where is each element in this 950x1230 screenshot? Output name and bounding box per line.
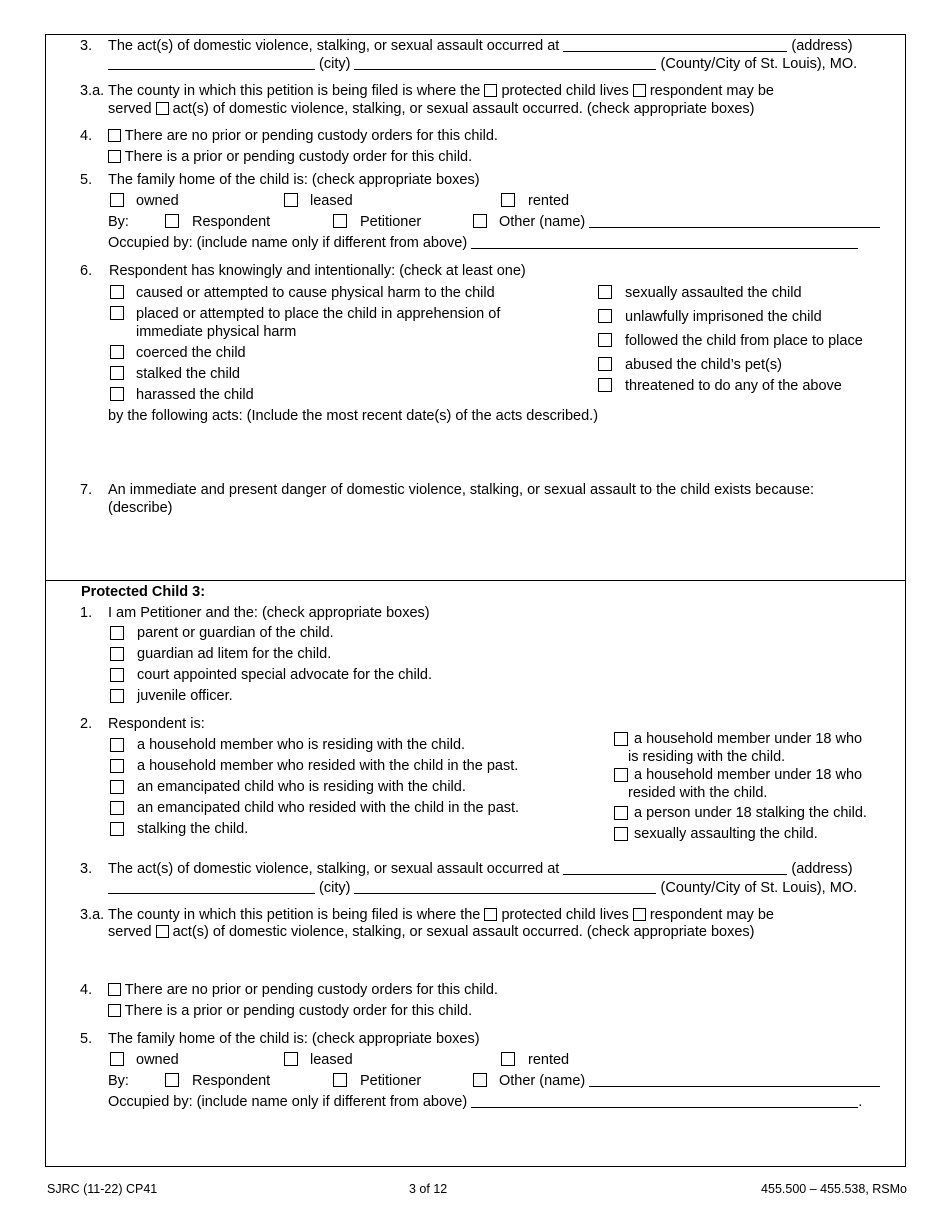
checkbox-household-resided[interactable] xyxy=(110,759,124,773)
checkbox-juvenile-officer[interactable] xyxy=(110,689,124,703)
label-leased: leased xyxy=(310,193,353,209)
checkbox-no-custody-orders[interactable] xyxy=(108,129,121,142)
item-3a-line1: The county in which this petition is being filed is where the protected child lives respondent may be xyxy=(108,907,774,923)
option-label: guardian ad litem for the child. xyxy=(137,646,332,662)
option-label: a person under 18 stalking the child. xyxy=(634,805,867,821)
checkbox-rented[interactable] xyxy=(501,193,515,207)
checkbox-leased[interactable] xyxy=(284,1052,298,1066)
checkbox-other[interactable] xyxy=(473,1073,487,1087)
checkbox-guardian-ad-litem[interactable] xyxy=(110,647,124,661)
option-label: resided with the child. xyxy=(628,785,768,801)
checkbox-no-custody-orders[interactable] xyxy=(108,983,121,996)
option-label: threatened to do any of the above xyxy=(625,378,842,394)
checkbox-protected-child-lives[interactable] xyxy=(484,908,497,921)
item-number: 6. xyxy=(80,263,93,279)
item-2-text: Respondent is: xyxy=(108,716,205,732)
item-3-line2: (city) (County/City of St. Louis), MO. xyxy=(108,56,857,73)
item-number: 4. xyxy=(80,982,93,998)
occupied-by: Occupied by: (include name only if different from above) xyxy=(108,235,858,252)
occupied-by-field[interactable] xyxy=(471,235,858,249)
page-number: 3 of 12 xyxy=(409,1182,448,1196)
option-label: juvenile officer. xyxy=(137,688,233,704)
checkbox-harassed[interactable] xyxy=(110,387,124,401)
item-3a-line2: served act(s) of domestic violence, stalking, or sexual assault occurred. (check appropriate boxes) xyxy=(108,101,755,117)
item-5-text: The family home of the child is: (check appropriate boxes) xyxy=(108,172,480,188)
label-petitioner: Petitioner xyxy=(360,214,422,230)
option-label: followed the child from place to place xyxy=(625,333,863,349)
item-number: 3.a. xyxy=(80,907,105,923)
checkbox-custody-order-exists[interactable] xyxy=(108,150,121,163)
checkbox-respondent[interactable] xyxy=(165,214,179,228)
checkbox-under18-resided[interactable] xyxy=(614,768,628,782)
item-number: 2. xyxy=(80,716,93,732)
option-label: immediate physical harm xyxy=(136,324,297,340)
occupied-by-field[interactable] xyxy=(471,1094,858,1108)
city-field[interactable] xyxy=(108,880,315,894)
checkbox-stalked[interactable] xyxy=(110,366,124,380)
checkbox-respondent-may-be-served[interactable] xyxy=(633,84,646,97)
checkbox-petitioner[interactable] xyxy=(333,214,347,228)
checkbox-threatened[interactable] xyxy=(598,378,612,392)
option-label: abused the child’s pet(s) xyxy=(625,357,782,373)
option-label: an emancipated child who is residing with the child. xyxy=(137,779,466,795)
option-label: a household member under 18 who xyxy=(634,767,863,783)
checkbox-under18-stalking[interactable] xyxy=(614,806,628,820)
option-label: is residing with the child. xyxy=(628,749,786,765)
item-6-text: Respondent has knowingly and intentionally: (check at least one) xyxy=(109,263,526,279)
checkbox-emancipated-resided[interactable] xyxy=(110,801,124,815)
option-label: court appointed special advocate for the child. xyxy=(137,667,433,683)
checkbox-owned[interactable] xyxy=(110,1052,124,1066)
label-owned: owned xyxy=(136,193,179,209)
other-name: Other (name) xyxy=(499,1073,880,1090)
other-name-field[interactable] xyxy=(589,1073,880,1087)
option-label: harassed the child xyxy=(136,387,254,403)
occupied-by: Occupied by: (include name only if different from above) . xyxy=(108,1094,863,1110)
checkbox-parent-guardian[interactable] xyxy=(110,626,124,640)
item-3-text: The act(s) of domestic violence, stalking, or sexual assault occurred at (address) xyxy=(108,38,853,54)
checkbox-other[interactable] xyxy=(473,214,487,228)
custody-option: There are no prior or pending custody orders for this child. xyxy=(108,128,498,145)
checkbox-leased[interactable] xyxy=(284,193,298,207)
checkbox-rented[interactable] xyxy=(501,1052,515,1066)
label-owned: owned xyxy=(136,1052,179,1068)
checkbox-acts-occurred[interactable] xyxy=(156,102,169,115)
form-id: SJRC (11-22) CP41 xyxy=(47,1182,158,1196)
checkbox-sexually-assaulted[interactable] xyxy=(598,285,612,299)
acts-instruction: by the following acts: (Include the most recent date(s) of the acts described.) xyxy=(108,408,599,424)
item-3a-line2: served act(s) of domestic violence, stalking, or sexual assault occurred. (check appropriate boxes) xyxy=(108,924,755,940)
item-5-text: The family home of the child is: (check appropriate boxes) xyxy=(108,1031,480,1047)
checkbox-physical-harm[interactable] xyxy=(110,285,124,299)
checkbox-abused-pets[interactable] xyxy=(598,357,612,371)
checkbox-sexually-assaulting[interactable] xyxy=(614,827,628,841)
address-field[interactable] xyxy=(563,861,787,875)
other-name: Other (name) xyxy=(499,214,880,231)
option-label: a household member under 18 who xyxy=(634,731,863,747)
statute-reference: 455.500 – 455.538, RSMo xyxy=(761,1182,907,1196)
label-rented: rented xyxy=(528,1052,570,1068)
checkbox-respondent-may-be-served[interactable] xyxy=(633,908,646,921)
option-label: a household member who resided with the child in the past. xyxy=(137,758,519,774)
item-number: 3. xyxy=(80,38,93,54)
checkbox-emancipated-residing[interactable] xyxy=(110,780,124,794)
checkbox-coerced[interactable] xyxy=(110,345,124,359)
option-label: sexually assaulted the child xyxy=(625,285,802,301)
address-field[interactable] xyxy=(563,38,787,52)
county-field[interactable] xyxy=(354,56,656,70)
option-label: unlawfully imprisoned the child xyxy=(625,309,822,325)
checkbox-household-residing[interactable] xyxy=(110,738,124,752)
item-number: 3.a. xyxy=(80,83,105,99)
other-name-field[interactable] xyxy=(589,214,880,228)
item-number: 4. xyxy=(80,128,93,144)
checkbox-under18-residing[interactable] xyxy=(614,732,628,746)
checkbox-followed[interactable] xyxy=(598,333,612,347)
label-respondent: Respondent xyxy=(192,214,271,230)
item-7-text: An immediate and present danger of domestic violence, stalking, or sexual assault to the child exists because: xyxy=(108,482,815,498)
section-heading: Protected Child 3: xyxy=(81,584,206,600)
item-3-line2: (city) (County/City of St. Louis), MO. xyxy=(108,880,857,897)
label-petitioner: Petitioner xyxy=(360,1073,422,1089)
option-label: placed or attempted to place the child in apprehension of xyxy=(136,306,501,322)
item-7-describe: (describe) xyxy=(108,500,173,516)
checkbox-respondent[interactable] xyxy=(165,1073,179,1087)
checkbox-protected-child-lives[interactable] xyxy=(484,84,497,97)
option-label: stalked the child xyxy=(136,366,240,382)
checkbox-custody-order-exists[interactable] xyxy=(108,1004,121,1017)
label-by: By: xyxy=(108,214,129,230)
checkbox-unlawfully-imprisoned[interactable] xyxy=(598,309,612,323)
label-rented: rented xyxy=(528,193,570,209)
label-leased: leased xyxy=(310,1052,353,1068)
checkbox-acts-occurred[interactable] xyxy=(156,925,169,938)
county-field[interactable] xyxy=(354,880,656,894)
item-number: 7. xyxy=(80,482,93,498)
custody-option: There are no prior or pending custody orders for this child. xyxy=(108,982,498,999)
label-respondent: Respondent xyxy=(192,1073,271,1089)
option-label: an emancipated child who resided with the child in the past. xyxy=(137,800,520,816)
option-label: parent or guardian of the child. xyxy=(137,625,334,641)
custody-option: There is a prior or pending custody order for this child. xyxy=(108,149,472,166)
option-label: a household member who is residing with the child. xyxy=(137,737,466,753)
item-3a-line1: The county in which this petition is being filed is where the protected child lives respondent may be xyxy=(108,83,774,99)
checkbox-apprehension[interactable] xyxy=(110,306,124,320)
item-3-text: The act(s) of domestic violence, stalking, or sexual assault occurred at (address) xyxy=(108,861,853,877)
city-field[interactable] xyxy=(108,56,315,70)
option-label: stalking the child. xyxy=(137,821,249,837)
checkbox-stalking[interactable] xyxy=(110,822,124,836)
item-1-text: I am Petitioner and the: (check appropriate boxes) xyxy=(108,605,430,621)
checkbox-special-advocate[interactable] xyxy=(110,668,124,682)
option-label: sexually assaulting the child. xyxy=(634,826,818,842)
label-by: By: xyxy=(108,1073,129,1089)
item-number: 1. xyxy=(80,605,93,621)
checkbox-owned[interactable] xyxy=(110,193,124,207)
custody-option: There is a prior or pending custody order for this child. xyxy=(108,1003,472,1020)
option-label: caused or attempted to cause physical harm to the child xyxy=(136,285,495,301)
item-number: 5. xyxy=(80,172,93,188)
option-label: coerced the child xyxy=(136,345,246,361)
item-number: 3. xyxy=(80,861,93,877)
item-number: 5. xyxy=(80,1031,93,1047)
checkbox-petitioner[interactable] xyxy=(333,1073,347,1087)
